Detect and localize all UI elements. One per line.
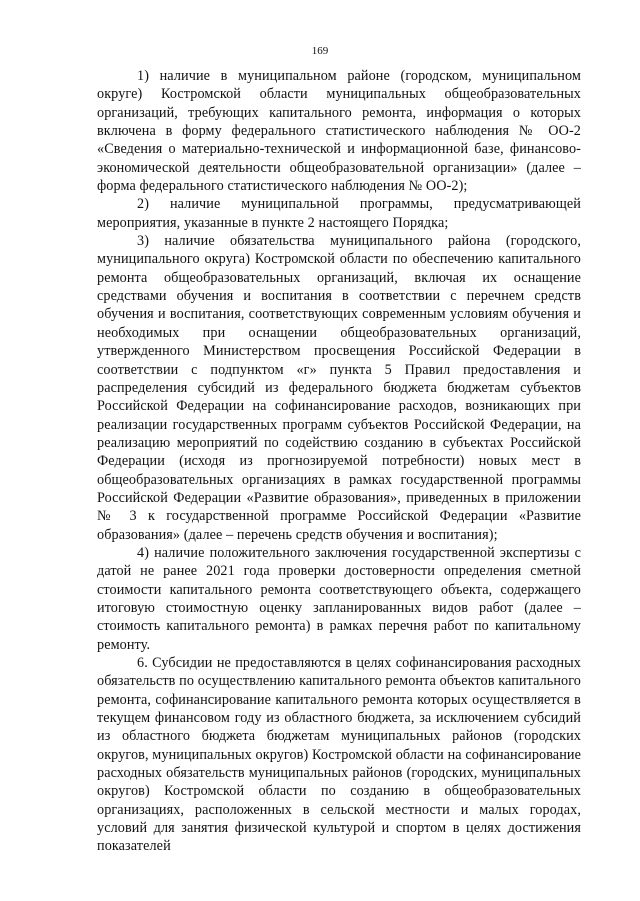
paragraph-item-4: 4) наличие положительного заключения государственной экспертизы с датой не ранее 2021 года проверки достоверности определения сметной стоимости капитального ремонта соответствующего объекта, содержащего итоговую стоимостную оценку запланированных видов работ (далее – стоимость капитального ремонта) в рамках перечня работ по капитальному ремонту. (97, 544, 581, 653)
paragraph-item-1: 1) наличие в муниципальном районе (городском, муниципальном округе) Костромской области муниципальных общеобразовательных организаций, требующих капитального ремонта, информация о которых включена в форму федерального статистического наблюдения № ОО-2 «Сведения о материально-технической и информационной базе, финансово-экономической деятельности общеобразовательной организации» (далее – форма федерального статистического наблюдения № ОО-2); (97, 68, 581, 195)
page-number: 169 (311, 45, 329, 57)
paragraph-item-2: 2) наличие муниципальной программы, предусматривающей мероприятия, указанные в пункте 2 настоящего Порядка; (97, 196, 581, 231)
paragraph-item-3: 3) наличие обязательства муниципального района (городского, муниципального округа) Костромской области по обеспечению капитального ремонта общеобразовательных организаций, включая их оснащение средствами обучения и воспитания в соответствии с перечнем средств обучения и воспитания, соответствующих современным условиям обучения и необходимых при оснащении общеобразовательных организаций, утвержденного Министерством просвещения Российской Федерации в соответствии с подпунктом «г» пункта 5 Правил предоставления и распределения субсидий из федерального бюджета бюджетам субъектов Российской Федерации на софинансирование расходов, возникающих при реализации государственных программ субъектов Российской Федерации, на реализацию мероприятий по содействию созданию в субъектах Российской Федерации (исходя из прогнозируемой потребности) новых мест в общеобразовательных организациях в рамках государственной программы Российской Федерации «Развитие образования», приведенных в приложении № 3 к государственной программе Российской Федерации «Развитие образования» (далее – перечень средств обучения и воспитания); (97, 233, 581, 543)
paragraph-item-6: 6. Субсидии не предоставляются в целях софинансирования расходных обязательств по осуществлению капитального ремонта объектов капитального ремонта, софинансирование капитального ремонта которых осуществляется в текущем финансовом году из областного бюджета, за исключением субсидий из областного бюджета бюджетам муниципальных районов (городских округов, муниципальных округов) Костромской области на софинансирование расходных обязательств муниципальных районов (городских, муниципальных округов) Костромской области по созданию в общеобразовательных организациях, расположенных в сельской местности и малых городах, условий для занятия физической культурой и спортом в целях достижения показателей (97, 655, 581, 855)
document-body (97, 67, 581, 856)
